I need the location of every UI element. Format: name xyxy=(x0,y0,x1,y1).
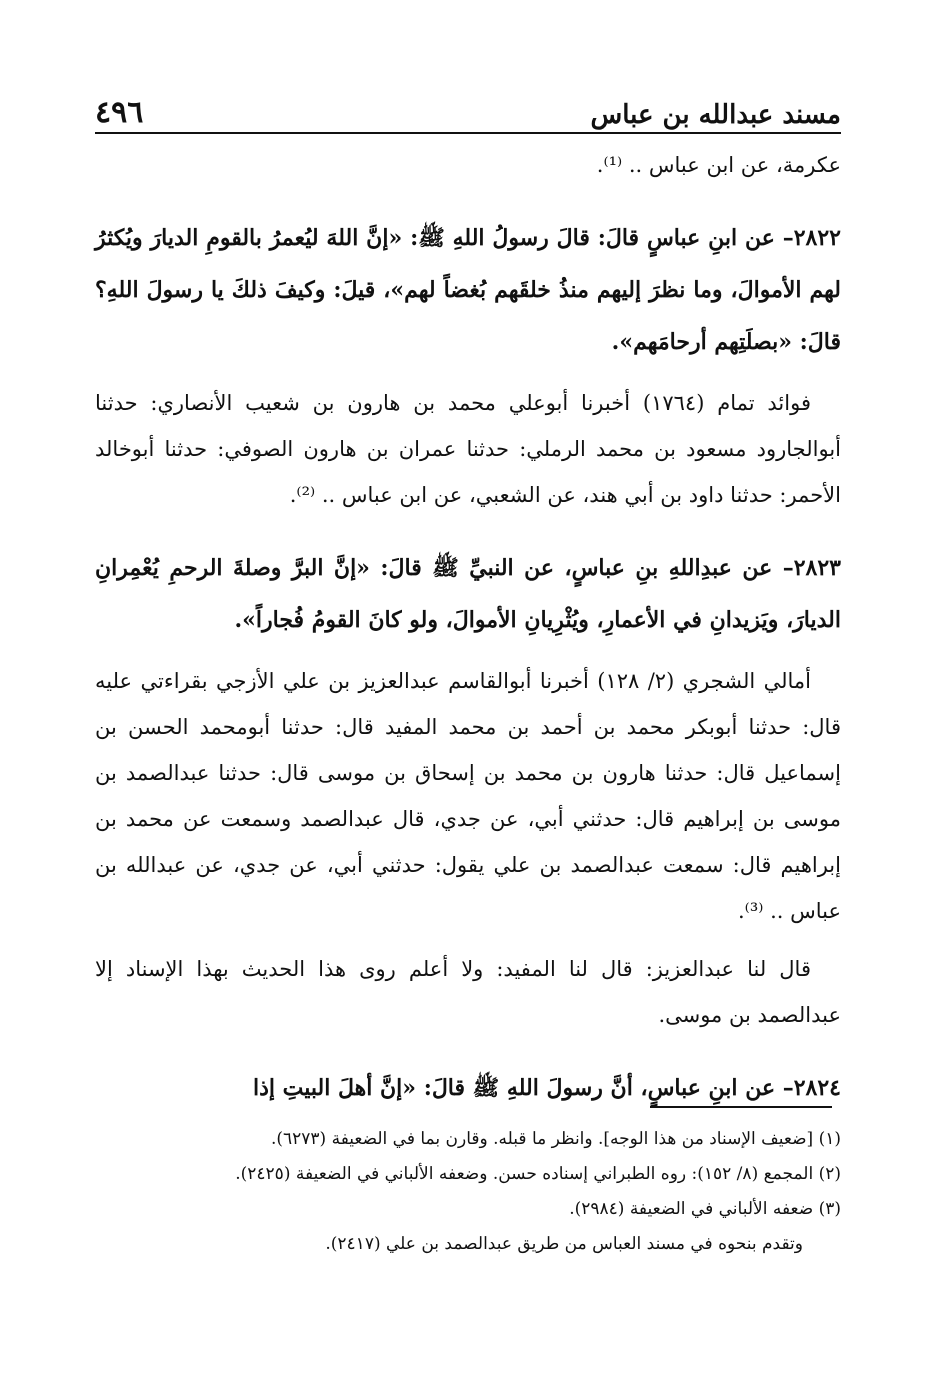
page-header xyxy=(95,88,841,128)
main-text xyxy=(95,142,841,1114)
hadith-2822: ٢٨٢٢– عن ابنِ عباسٍ قالَ: قالَ رسولُ اللهِ ﷺ: «إنَّ اللهَ ليُعمرُ بالقومِ الديارَ ويُكثرُ لهم الأموالَ، وما نظرَ إليهم منذُ خلقَهم بُغضاً لهم»، قيلَ: وكيفَ ذلكَ يا رسولَ اللهِ؟ قالَ: «بصلَتِهم أرحامَهم». xyxy=(95,225,841,355)
footnote-2: (٢) المجمع (٨/ ١٥٢): روه الطبراني إسناده حسن. وضعفه الألباني في الضعيفة (٢٤٢٥). xyxy=(235,1164,841,1184)
footnote-1: (١) [ضعيف الإسناد من هذا الوجه]. وانظر ما قبله. وقارن بما في الضعيفة (٦٢٧٣). xyxy=(270,1129,841,1149)
header-rule xyxy=(95,132,841,134)
source-paragraph-2822: فوائد تمام (١٧٦٤) أخبرنا أبوعلي محمد بن هارون بن شعيب الأنصاري: حدثنا أبوالجارود مسعود بن محمد الرملي: حدثنا عمران بن هارون الصوفي: حدثنا أبوخالد الأحمر: حدثنا داود بن أبي هند، عن الشعبي، عن ابن عباس .. ⁽²⁾. xyxy=(95,391,841,507)
running-title: مسند عبدالله بن عباس xyxy=(590,100,841,130)
note-paragraph: قال لنا عبدالعزيز: قال لنا المفيد: ولا أعلم روى هذا الحديث بهذا الإسناد إلا عبدالصمد بن موسى. xyxy=(95,957,841,1027)
page-number: ٤٩٦ xyxy=(95,95,144,130)
footnote-3: (٣) ضعفه الألباني في الضعيفة (٢٩٨٤). xyxy=(569,1199,841,1219)
hadith-2823: ٢٨٢٣– عن عبدِاللهِ بنِ عباسٍ، عن النبيِّ ﷺ قالَ: «إنَّ البرَّ وصلةَ الرحمِ يُعْمِرانِ الديارَ، ويَزيدانِ في الأعمارِ، ويُثْرِيانِ الأموالَ، ولو كانَ القومُ فُجاراً». xyxy=(95,555,841,633)
continuation-paragraph: عكرمة، عن ابن عباس .. ⁽¹⁾. xyxy=(596,153,841,177)
footnote-3-continued: وتقدم بنحوه في مسند العباس من طريق عبدالصمد بن علي (٢٤١٧). xyxy=(325,1234,803,1254)
footnotes xyxy=(95,1122,841,1262)
footnote-rule xyxy=(650,1106,832,1108)
source-paragraph-2823: أمالي الشجري (٢/ ١٢٨) أخبرنا أبوالقاسم عبدالعزيز بن علي الأزجي بقراءتي عليه قال: حدثنا أبوبكر محمد بن أحمد بن محمد المفيد قال: حدثنا أبومحمد الحسن بن إسماعيل قال: حدثنا هارون بن محمد بن إسحاق بن موسى قال: حدثنا عبدالصمد بن موسى بن إبراهيم قال: حدثني أبي، عن جدي، قال عبدالصمد وسمعت عن محمد بن إبراهيم قال: سمعت عبدالصمد بن علي يقول: حدثني أبي، عن جدي، عن عبدالله بن عباس .. ⁽³⁾. xyxy=(95,669,841,923)
hadith-2824: ٢٨٢٤– عن ابنِ عباسٍ، أنَّ رسولَ اللهِ ﷺ قالَ: «إنَّ أهلَ البيتِ إذا xyxy=(252,1075,841,1101)
